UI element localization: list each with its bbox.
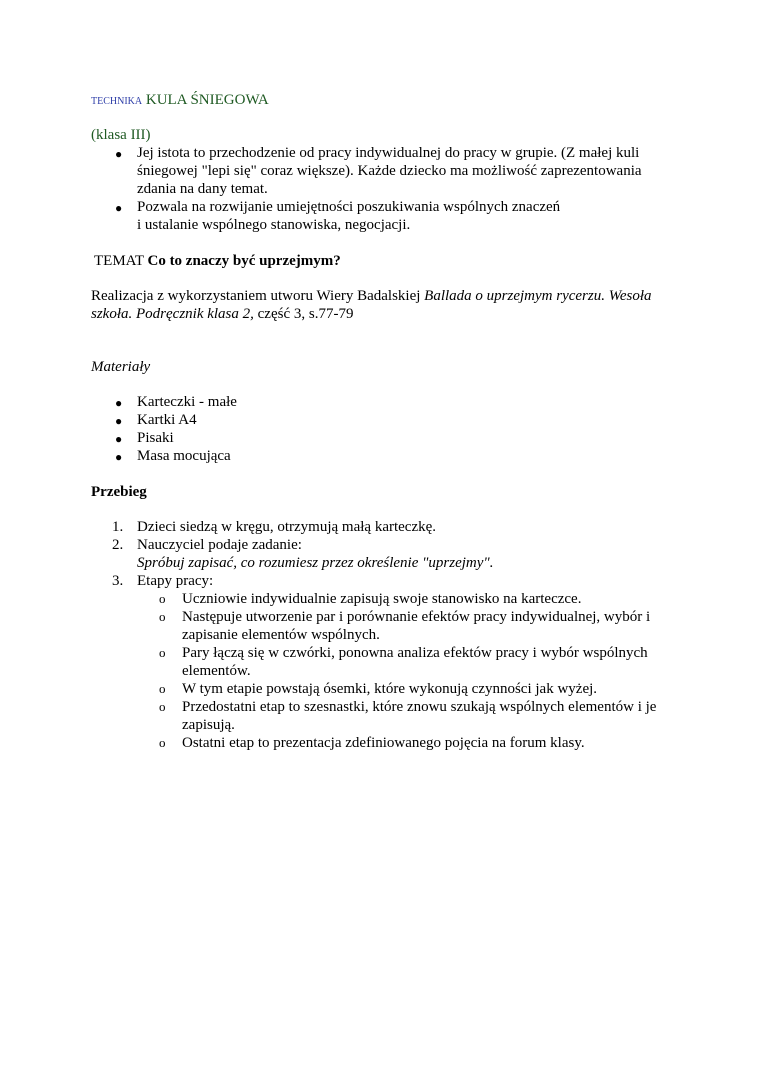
topic-text: Co to znaczy być uprzejmym? (147, 253, 341, 269)
bullet-icon: ● (115, 396, 123, 410)
step-task: Spróbuj zapisać, co rozumiesz przez określenie "uprzejmy". (137, 555, 494, 571)
bullet-icon: ● (115, 450, 123, 464)
realization-title: Ballada o uprzejmym rycerzu. Wesoła (424, 288, 652, 304)
bullet-icon: ● (115, 414, 123, 428)
substep-line: Pary łączą się w czwórki, ponowna analiza efektów pracy i wybór wspólnych (182, 645, 648, 661)
substep-line: Przedostatni etap to szesnastki, które znowu szukają wspólnych elementów i je (182, 699, 657, 715)
step-number: 1. (112, 519, 124, 535)
realization-text: Realizacja z wykorzystaniem utworu Wiery Badalskiej (91, 288, 425, 304)
substep-line: Uczniowie indywidualnie zapisują swoje stanowisko na karteczce. (182, 591, 582, 607)
circle-bullet-icon: o (159, 681, 166, 696)
realization-pages: część 3, s.77-79 (253, 306, 354, 322)
class-label: (klasa III) (91, 127, 151, 143)
substep-line: zapisują. (182, 717, 235, 733)
topic-prefix: TEMAT (94, 253, 144, 269)
substep-line: zapisanie elementów wspólnych. (182, 627, 380, 643)
technique-label: TECHNIKA (91, 96, 143, 107)
intro-bullet-1-line-3: zdania na dany temat. (137, 181, 268, 197)
step-text: Etapy pracy: (137, 573, 214, 589)
header-line (91, 91, 269, 111)
circle-bullet-icon: o (159, 699, 166, 714)
circle-bullet-icon: o (159, 591, 166, 606)
material-item: Karteczki - małe (137, 394, 237, 410)
intro-bullet-2-line-2: i ustalanie wspólnego stanowiska, negocjacji. (137, 217, 411, 233)
step-text: Nauczyciel podaje zadanie: (137, 537, 302, 553)
topic-line (94, 252, 341, 270)
substep-line: Ostatni etap to prezentacja zdefiniowanego pojęcia na forum klasy. (182, 735, 585, 751)
substep-line: Następuje utworzenie par i porównanie efektów pracy indywidualnej, wybór i (182, 609, 651, 625)
realization-line-2 (91, 305, 353, 323)
materials-heading: Materiały (91, 359, 151, 375)
bullet-icon: ● (115, 432, 123, 446)
material-item: Masa mocująca (137, 448, 231, 464)
material-item: Kartki A4 (137, 412, 197, 428)
step-text: Dzieci siedzą w kręgu, otrzymują małą karteczkę. (137, 519, 437, 535)
step-number: 3. (112, 573, 124, 589)
technique-title: KULA ŚNIEGOWA (145, 92, 269, 108)
circle-bullet-icon: o (159, 609, 166, 624)
circle-bullet-icon: o (159, 735, 166, 750)
intro-bullet-2-line-1: Pozwala na rozwijanie umiejętności poszukiwania wspólnych znaczeń (137, 199, 561, 215)
circle-bullet-icon: o (159, 645, 166, 660)
substep-line: W tym etapie powstają ósemki, które wykonują czynności jak wyżej. (182, 681, 598, 697)
intro-bullet-1-line-1: Jej istota to przechodzenie od pracy indywidualnej do pracy w grupie. (Z małej kuli (137, 145, 640, 161)
procedure-heading: Przebieg (91, 484, 147, 500)
intro-bullet-1-line-2: śniegowej "lepi się" coraz większe). Każde dziecko ma możliwość zaprezentowania (137, 163, 642, 179)
material-item: Pisaki (137, 430, 174, 446)
realization-line-1 (91, 287, 652, 305)
bullet-icon: ● (115, 201, 123, 215)
bullet-icon: ● (115, 147, 123, 161)
substep-line: elementów. (182, 663, 251, 679)
realization-book: szkoła. Podręcznik klasa 2, (91, 306, 254, 322)
step-number: 2. (112, 537, 124, 553)
